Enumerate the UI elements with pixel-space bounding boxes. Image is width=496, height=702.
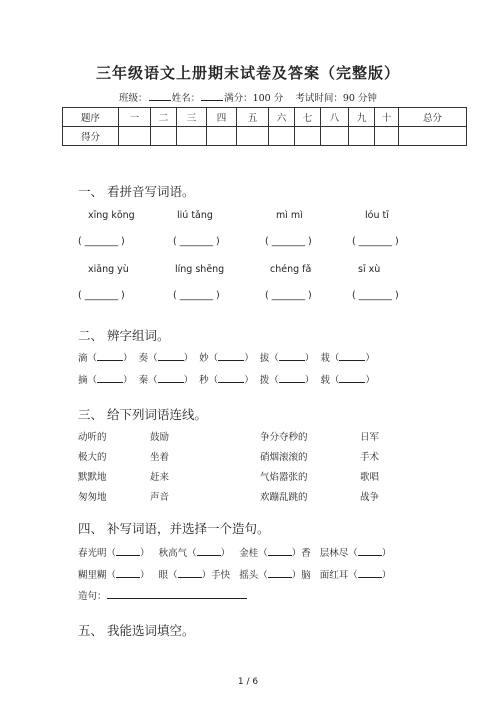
char-item: 滴 (78, 353, 88, 364)
match-word: 战争 (360, 492, 380, 503)
pinyin-item: xīng kōng (88, 210, 135, 221)
match-word: 歌唱 (360, 472, 380, 483)
score-cell[interactable] (207, 127, 237, 146)
pinyin-item: líng shēng (175, 264, 225, 275)
answer-blank[interactable]: ( _______ ) (265, 290, 312, 301)
section3-heading: 三、 给下列词语连线。 (78, 407, 207, 422)
fill-word-prefix: 摇头（ (239, 570, 268, 581)
pinyin-item: chéng fǎ (270, 264, 312, 275)
match-word: 硝烟滚滚的 (260, 452, 308, 463)
sentence-blank[interactable] (107, 589, 247, 599)
fill-word-suffix: ） (140, 570, 150, 581)
fill-word-prefix: 秋高气（ (158, 548, 197, 559)
class-label: 班级： (119, 93, 148, 104)
score-cell[interactable] (177, 127, 207, 146)
score-cell[interactable] (375, 127, 399, 146)
match-word: 欢蹦乱跳的 (260, 492, 308, 503)
score-table (62, 107, 467, 146)
score-header-cell: 总分 (399, 108, 467, 127)
fill-word-suffix: ） (220, 548, 231, 559)
char-blank[interactable] (158, 373, 184, 383)
char-blank[interactable] (218, 351, 244, 361)
match-word: 默默地 (78, 472, 107, 483)
char-blank[interactable] (218, 373, 244, 383)
fill-blank[interactable] (197, 546, 221, 556)
page-title: 三年级语文上册期末试卷及答案（完整版） (95, 64, 400, 82)
fill-word-prefix: 春光明（ (78, 548, 117, 559)
char-item: 摘 (78, 375, 88, 386)
answer-blank[interactable]: ( _______ ) (352, 290, 399, 301)
char-blank[interactable] (158, 351, 184, 361)
char-item: 栽 (320, 353, 330, 364)
fill-blank[interactable] (178, 568, 202, 578)
fill-word-suffix: ） (140, 548, 150, 559)
answer-blank[interactable]: ( _______ ) (173, 236, 220, 247)
full-score: 满分：100 分 (224, 93, 284, 104)
char-blank[interactable] (279, 351, 305, 361)
section5-heading: 五、 我能选词填空。 (78, 623, 195, 638)
char-item: 妙 (199, 353, 209, 364)
match-word: 极大的 (78, 452, 107, 463)
fill-word-suffix: ）脑 (291, 570, 311, 581)
pinyin-item: liú tǎng (177, 210, 213, 221)
score-header-cell: 题序 (63, 108, 119, 127)
fill-word-prefix: 眼（ (158, 570, 178, 581)
char-group-row: 滴（ ） 奏（ ） 妙（ ） 拔（ ） 栽（ ） (78, 350, 375, 364)
score-header-cell: 九 (349, 108, 375, 127)
char-item: 拨 (259, 375, 270, 386)
score-cell[interactable] (321, 127, 349, 146)
sentence-row (78, 588, 247, 602)
answer-blank[interactable]: ( _______ ) (352, 236, 399, 247)
match-word: 手术 (360, 452, 380, 463)
fill-word-row (78, 545, 391, 559)
answer-blank[interactable]: ( _______ ) (173, 290, 220, 301)
char-group-row: 摘（ ） 秦（ ） 秒（ ） 拨（ ） 载（ ） (78, 372, 375, 386)
score-row (63, 127, 467, 146)
match-word: 坐着 (150, 452, 170, 463)
char-item: 秒 (199, 375, 209, 386)
fill-blank[interactable] (358, 568, 382, 578)
fill-blank[interactable] (116, 546, 140, 556)
answer-blank[interactable]: ( _______ ) (78, 236, 125, 247)
score-header-cell: 四 (207, 108, 237, 127)
score-header-cell: 七 (295, 108, 321, 127)
score-header-cell: 八 (321, 108, 349, 127)
char-blank[interactable] (339, 351, 365, 361)
match-word: 争分夺秒的 (260, 432, 308, 443)
section2-heading: 二、 辨字组词。 (78, 328, 170, 343)
pinyin-item: xiāng yù (88, 264, 129, 275)
fill-word-prefix: 糊里糊（ (78, 570, 117, 581)
fill-word-suffix: ）手快 (201, 570, 231, 581)
score-header-row (63, 108, 467, 127)
score-cell[interactable] (399, 127, 467, 146)
name-label: 姓名： (171, 93, 201, 104)
score-cell[interactable] (295, 127, 321, 146)
page-number: 1 / 6 (237, 677, 259, 687)
class-blank[interactable] (149, 91, 171, 101)
fill-blank[interactable] (268, 568, 292, 578)
section4-heading: 四、 补写词语，并选择一个造句。 (78, 521, 270, 536)
match-word: 匆匆地 (78, 492, 107, 503)
section1-heading: 一、 看拼音写词语。 (78, 184, 195, 199)
score-cell[interactable] (269, 127, 295, 146)
score-cell[interactable] (119, 127, 151, 146)
fill-word-prefix: 金桂（ (239, 548, 268, 559)
exam-time: 考试时间：90 分钟 (295, 93, 377, 104)
char-blank[interactable] (97, 373, 123, 383)
score-header-cell: 十 (375, 108, 399, 127)
pinyin-item: lóu tī (365, 210, 389, 221)
fill-blank[interactable] (268, 546, 292, 556)
fill-word-row (78, 567, 391, 581)
score-row-label: 得分 (63, 127, 119, 146)
score-header-cell: 一 (119, 108, 151, 127)
match-word: 日军 (360, 432, 380, 443)
answer-blank[interactable]: ( _______ ) (78, 290, 125, 301)
char-item: 奏 (138, 353, 149, 364)
exam-info (0, 90, 496, 104)
match-word: 鼓励 (150, 432, 170, 443)
fill-word-prefix: 层林尽（ (319, 548, 358, 559)
score-cell[interactable] (237, 127, 269, 146)
score-header-cell: 二 (151, 108, 177, 127)
char-blank[interactable] (279, 373, 305, 383)
sentence-label: 造句： (78, 591, 107, 602)
fill-blank[interactable] (116, 568, 140, 578)
char-item: 载 (320, 375, 330, 386)
pinyin-item: mì mì (276, 210, 303, 221)
score-header-cell: 三 (177, 108, 207, 127)
char-blank[interactable] (339, 373, 365, 383)
fill-word-prefix: 面红耳（ (319, 570, 358, 581)
match-word: 动听的 (78, 432, 107, 443)
fill-word-suffix: ） (381, 570, 392, 581)
char-blank[interactable] (97, 351, 123, 361)
name-blank[interactable] (201, 91, 223, 101)
score-header-cell: 六 (269, 108, 295, 127)
match-word: 气焰嚣张的 (260, 472, 308, 483)
fill-word-suffix: ）香 (291, 548, 311, 559)
answer-blank[interactable]: ( _______ ) (265, 236, 312, 247)
fill-word-suffix: ） (381, 548, 392, 559)
match-word: 声音 (150, 492, 170, 503)
char-item: 拔 (259, 353, 270, 364)
pinyin-item: sī xù (358, 264, 381, 275)
char-item: 秦 (138, 375, 149, 386)
score-cell[interactable] (151, 127, 177, 146)
score-header-cell: 五 (237, 108, 269, 127)
match-word: 赶来 (150, 472, 170, 483)
fill-blank[interactable] (358, 546, 382, 556)
score-cell[interactable] (349, 127, 375, 146)
